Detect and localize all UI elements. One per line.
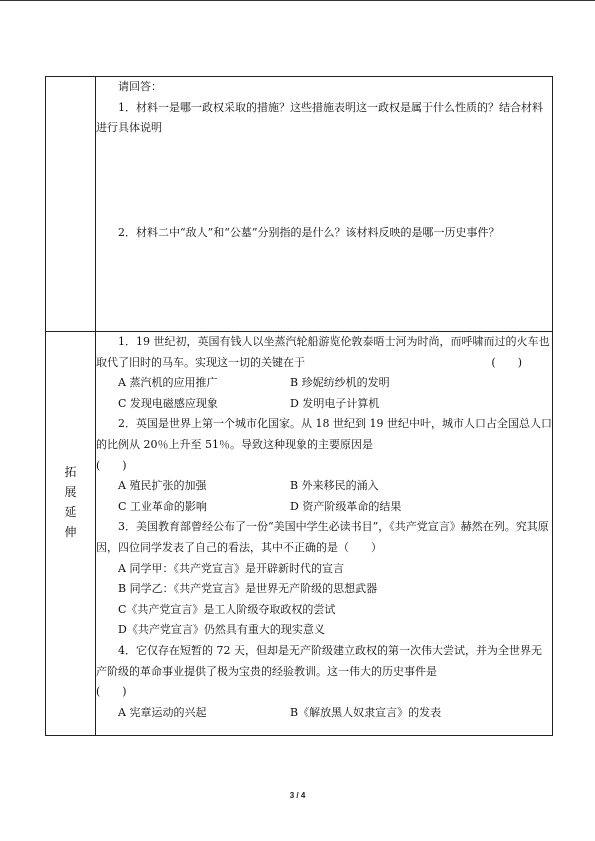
option-c[interactable]: C 工业革命的影响 (118, 499, 207, 513)
extension-section-row (46, 332, 553, 736)
extension-section-cell (96, 332, 553, 736)
options-row (96, 394, 552, 415)
option-a[interactable]: A 同学甲：《共产党宣言》是开辟新时代的宣言 (118, 561, 344, 575)
intro-text: 请回答： (118, 80, 162, 93)
mc-question-3: 3．美国教育部曾经公布了一份“美国中学生必读书目”，《共产党宣言》赫然在列。究其原因，四位同学发表了自己的看法，其中不正确的是（ ） (96, 520, 549, 554)
question-2: 2．材料二中“敌人”和“公墓”分别指的是什么？该材料反映的是哪一历史事件？ (118, 225, 500, 239)
worksheet-table (45, 76, 553, 736)
extension-label-cell (46, 332, 96, 736)
options-row (96, 373, 552, 394)
answer-space-1[interactable] (96, 139, 552, 223)
answer-bracket[interactable]: ( ) (96, 458, 127, 472)
options-row (96, 476, 552, 497)
option-d[interactable]: D 发明电子计算机 (290, 396, 380, 410)
mc-question-4: 4．它仅存在短暂的 72 天，但却是无产阶级建立政权的第一次伟大尝试，并为全世界无产阶级的革命事业提供了极为宝贵的经验教训。这一伟大的历史事件是 (96, 643, 542, 678)
option-c[interactable]: C 发现电磁感应现象 (118, 396, 218, 410)
label-char: 延 (64, 505, 77, 519)
option-a[interactable]: A 殖民扩张的加强 (118, 479, 207, 493)
option-a[interactable]: A 蒸汽机的应用推广 (118, 376, 218, 390)
mc-question-2: 2．英国是世界上第一个城市化国家。从 18 世纪到 19 世纪中叶，城市人口占全国总人口的比例从 20％上升至 51％。导致这种现象的主要原因是 (96, 417, 552, 451)
option-b[interactable]: B 外来移民的涌入 (290, 479, 379, 493)
label-char: 拓 (64, 465, 77, 479)
options-row (96, 703, 552, 724)
mc-question-1-text: 1．19 世纪初，英国有钱人以坐蒸汽轮船游览伦敦泰晤士河为时尚，而呼啸而过的火车也取代了旧时的马车。实现这一切的关键在于 (96, 335, 550, 369)
page-number: 3 / 4 (289, 791, 306, 800)
label-char: 伸 (64, 525, 77, 539)
answer-section-row (46, 77, 553, 332)
option-b[interactable]: B 同学乙：《共产党宣言》是世界无产阶级的思想武器 (118, 582, 378, 596)
mc-question-1 (96, 332, 552, 373)
answer-bracket[interactable]: ( ) (491, 355, 522, 369)
option-b[interactable]: B 珍妮纺纱机的发明 (290, 376, 390, 390)
option-d[interactable]: D《共产党宣言》仍然具有重大的现实意义 (118, 623, 325, 637)
option-c[interactable]: C《共产党宣言》是工人阶级夺取政权的尝试 (118, 602, 336, 616)
answer-bracket[interactable]: ( ) (96, 685, 127, 699)
extension-label (46, 332, 95, 542)
option-b[interactable]: B《解放黑人奴隶宣言》的发表 (290, 705, 442, 719)
option-d[interactable]: D 资产阶级革命的结果 (290, 499, 402, 513)
empty-label-cell (46, 77, 96, 332)
options-row (96, 497, 552, 518)
option-a[interactable]: A 宪章运动的兴起 (118, 705, 207, 719)
label-char: 展 (64, 485, 77, 499)
question-1: 1．材料一是哪一政权采取的措施？这些措施表明这一政权是属于什么性质的？结合材料进行具体说明 (96, 100, 543, 135)
top-rule (0, 0, 595, 1)
answer-section-cell (96, 77, 553, 332)
